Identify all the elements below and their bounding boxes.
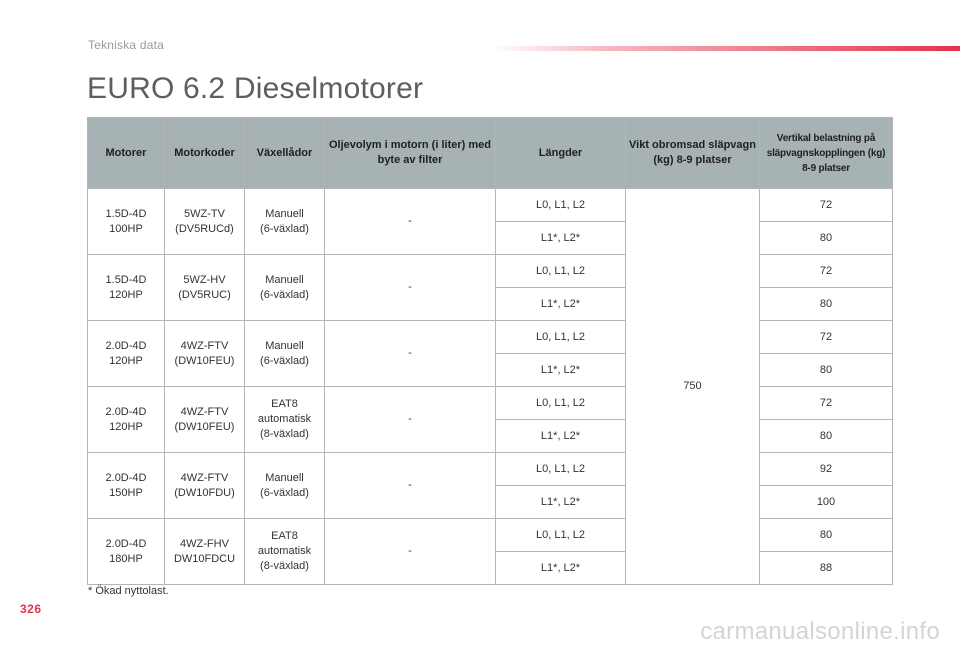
- cell-line: automatisk: [257, 413, 312, 425]
- cell-line: (6-växlad): [260, 222, 309, 235]
- watermark-text: carmanualsonline.info: [700, 618, 940, 645]
- col-header-oil-volume: Oljevolym i motorn (i liter) med byte av filter: [325, 118, 496, 189]
- cell-line: 120HP: [109, 420, 143, 433]
- length-cell: L0, L1, L2: [496, 519, 626, 552]
- vertical-load-cell: 72: [760, 189, 893, 222]
- cell-line: (DW10FEU): [174, 354, 235, 367]
- col-header-engine-codes: Motorkoder: [165, 118, 245, 189]
- table-row: [88, 519, 893, 552]
- vertical-load-cell: 100: [760, 486, 893, 519]
- cell-line: DW10FDCU: [173, 552, 236, 565]
- cell-line: EAT8: [271, 398, 298, 410]
- oil-volume-cell: -: [325, 321, 496, 387]
- cell-line: 2.0D-4D: [105, 471, 147, 484]
- table-row: [88, 321, 893, 354]
- table-row: [88, 189, 893, 222]
- gearbox-cell: [245, 387, 325, 453]
- cell-line: (DW10FDU): [174, 486, 235, 499]
- footnote: * Ökad nyttolast.: [88, 585, 169, 597]
- table-header-row: [88, 118, 893, 189]
- cell-line: (6-växlad): [260, 354, 309, 367]
- length-cell: L0, L1, L2: [496, 255, 626, 288]
- cell-line: automatisk: [257, 545, 312, 557]
- length-cell: L1*, L2*: [496, 288, 626, 321]
- engine-code-cell: [165, 453, 245, 519]
- page-title: EURO 6.2 Dieselmotorer: [87, 72, 424, 105]
- cell-line: 150HP: [109, 486, 143, 499]
- engine-code-cell: [165, 189, 245, 255]
- vertical-load-cell: 72: [760, 387, 893, 420]
- cell-line: 2.0D-4D: [105, 405, 147, 418]
- cell-line: (8-växlad): [260, 428, 309, 440]
- table-row: [88, 453, 893, 486]
- vertical-load-cell: 92: [760, 453, 893, 486]
- length-cell: L0, L1, L2: [496, 453, 626, 486]
- cell-line: (DV5RUCd): [175, 222, 234, 235]
- engine-code-cell: [165, 321, 245, 387]
- length-cell: L1*, L2*: [496, 354, 626, 387]
- vertical-load-cell: 80: [760, 288, 893, 321]
- engine-cell: [88, 189, 165, 255]
- length-cell: L0, L1, L2: [496, 387, 626, 420]
- gearbox-cell: [245, 255, 325, 321]
- col-header-gearboxes: Växellådor: [245, 118, 325, 189]
- engine-cell: [88, 321, 165, 387]
- length-cell: L1*, L2*: [496, 552, 626, 585]
- gearbox-cell: [245, 189, 325, 255]
- oil-volume-cell: -: [325, 387, 496, 453]
- table-row: [88, 255, 893, 288]
- engine-code-cell: [165, 387, 245, 453]
- cell-line: 1.5D-4D: [105, 207, 147, 220]
- cell-line: 180HP: [109, 552, 143, 565]
- gearbox-cell: [245, 519, 325, 585]
- engine-cell: [88, 519, 165, 585]
- towing-weight-cell: 750: [626, 189, 760, 585]
- engine-code-cell: [165, 519, 245, 585]
- col-header-lengths: Längder: [496, 118, 626, 189]
- table-row: [88, 387, 893, 420]
- cell-line: 2.0D-4D: [105, 339, 147, 352]
- gearbox-cell: [245, 321, 325, 387]
- cell-line: (6-växlad): [260, 288, 309, 301]
- cell-line: (8-växlad): [260, 560, 309, 572]
- vertical-load-cell: 80: [760, 420, 893, 453]
- vertical-load-cell: 80: [760, 354, 893, 387]
- gearbox-cell: [245, 453, 325, 519]
- cell-line: (DV5RUC): [178, 288, 231, 301]
- cell-line: Manuell: [265, 339, 304, 352]
- vertical-load-cell: 80: [760, 222, 893, 255]
- engine-spec-table: [87, 117, 893, 585]
- length-cell: L1*, L2*: [496, 420, 626, 453]
- cell-line: (6-växlad): [260, 486, 309, 499]
- cell-line: 4WZ-FTV: [180, 405, 229, 418]
- cell-line: 5WZ-HV: [183, 273, 226, 286]
- cell-line: 5WZ-TV: [184, 207, 225, 220]
- col-header-unbraked-trailer-weight: Vikt obromsad släpvagn (kg) 8-9 platser: [626, 118, 760, 189]
- table-body: [88, 189, 893, 585]
- length-cell: L0, L1, L2: [496, 189, 626, 222]
- section-label: Tekniska data: [88, 38, 164, 52]
- cell-line: 100HP: [109, 222, 143, 235]
- length-cell: L0, L1, L2: [496, 321, 626, 354]
- cell-line: Manuell: [265, 471, 304, 484]
- oil-volume-cell: -: [325, 453, 496, 519]
- col-header-engines: Motorer: [88, 118, 165, 189]
- cell-line: Manuell: [265, 273, 304, 286]
- cell-line: 4WZ-FHV: [180, 537, 229, 550]
- cell-line: 120HP: [109, 354, 143, 367]
- oil-volume-cell: -: [325, 255, 496, 321]
- vertical-load-cell: 72: [760, 255, 893, 288]
- vertical-load-cell: 80: [760, 519, 893, 552]
- cell-line: 4WZ-FTV: [180, 471, 229, 484]
- header-accent-rule: [490, 46, 960, 51]
- cell-line: EAT8: [271, 530, 298, 542]
- cell-line: (DW10FEU): [174, 420, 235, 433]
- oil-volume-cell: -: [325, 189, 496, 255]
- cell-line: 120HP: [109, 288, 143, 301]
- length-cell: L1*, L2*: [496, 222, 626, 255]
- cell-line: Manuell: [265, 207, 304, 220]
- vertical-load-cell: 88: [760, 552, 893, 585]
- engine-cell: [88, 255, 165, 321]
- vertical-load-cell: 72: [760, 321, 893, 354]
- engine-cell: [88, 453, 165, 519]
- engine-cell: [88, 387, 165, 453]
- cell-line: 4WZ-FTV: [180, 339, 229, 352]
- page-number: 326: [20, 602, 42, 616]
- cell-line: 2.0D-4D: [105, 537, 147, 550]
- col-header-vertical-load: Vertikal belastning på släpvagnskopplingen (kg) 8-9 platser: [760, 118, 893, 189]
- cell-line: 1.5D-4D: [105, 273, 147, 286]
- oil-volume-cell: -: [325, 519, 496, 585]
- length-cell: L1*, L2*: [496, 486, 626, 519]
- engine-code-cell: [165, 255, 245, 321]
